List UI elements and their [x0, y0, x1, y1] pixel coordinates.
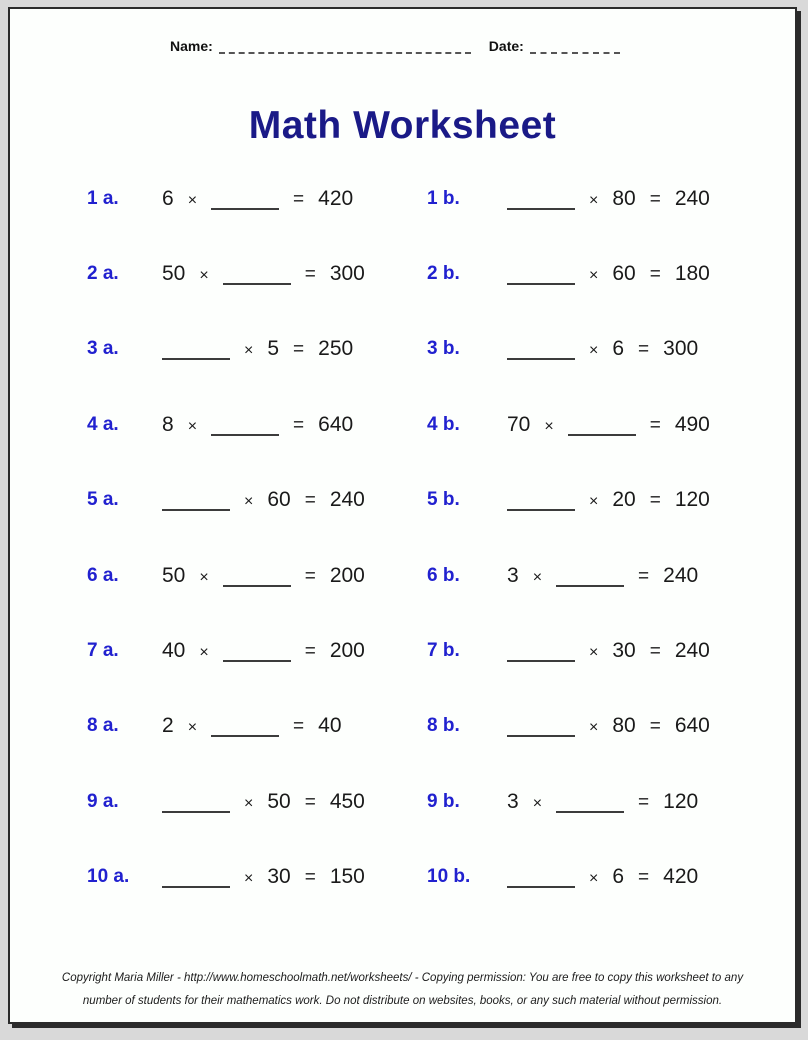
problem-7a [87, 639, 427, 663]
number: 6 [162, 186, 174, 210]
number: 8 [162, 412, 174, 436]
problem-label: 1 b. [427, 187, 460, 209]
problem-label: 6 b. [427, 564, 460, 586]
equation [162, 187, 353, 211]
equals-sign: = [649, 264, 661, 286]
problem-1b [427, 187, 795, 211]
number: 640 [318, 412, 354, 436]
answer-blank[interactable] [507, 660, 575, 662]
number: 120 [663, 789, 699, 813]
number: 80 [612, 186, 636, 210]
equation [507, 639, 710, 663]
multiply-sign: × [244, 342, 254, 360]
equation [507, 337, 698, 361]
number: 2 [162, 714, 174, 738]
problem-8a [87, 714, 427, 738]
copyright-line-2: number of students for their mathematics work. Do not distribute on websites, books, or any such material without permission. [82, 994, 723, 1007]
answer-blank[interactable] [162, 358, 230, 360]
number: 450 [329, 789, 365, 813]
problem-2b [427, 262, 795, 286]
date-line[interactable] [530, 38, 620, 54]
worksheet-page [8, 7, 797, 1024]
problem-row [10, 463, 795, 538]
number: 240 [674, 639, 710, 663]
number: 490 [674, 412, 710, 436]
problem-2a [87, 262, 427, 286]
answer-blank[interactable] [211, 735, 279, 737]
answer-blank[interactable] [211, 208, 279, 210]
answer-blank[interactable] [162, 811, 230, 813]
problem-row [10, 538, 795, 613]
problem-label: 3 a. [87, 338, 119, 360]
multiply-sign: × [589, 191, 599, 209]
number: 240 [329, 488, 365, 512]
problem-row [10, 161, 795, 236]
equals-sign: = [304, 264, 316, 286]
number: 70 [507, 412, 531, 436]
equation [507, 187, 710, 211]
equals-sign: = [638, 791, 650, 813]
problem-row [10, 236, 795, 311]
multiply-sign: × [187, 719, 198, 737]
equation [507, 413, 710, 437]
equals-sign: = [638, 339, 650, 361]
number: 50 [162, 262, 186, 286]
multiply-sign: × [532, 568, 543, 586]
equation [162, 865, 365, 889]
problem-label: 2 b. [427, 263, 460, 285]
equation [507, 564, 698, 588]
equation [162, 790, 365, 814]
multiply-sign: × [544, 417, 554, 435]
answer-blank[interactable] [507, 886, 575, 888]
problem-row [10, 387, 795, 462]
problem-9b [427, 790, 795, 814]
number: 3 [507, 789, 519, 813]
problem-label: 9 a. [87, 790, 119, 812]
answer-blank[interactable] [223, 660, 291, 662]
problem-label: 8 a. [87, 715, 119, 737]
number: 250 [318, 337, 354, 361]
problem-3b [427, 337, 795, 361]
equals-sign: = [293, 414, 305, 436]
equation [162, 262, 365, 286]
problem-row [10, 312, 795, 387]
problem-label: 6 a. [87, 564, 119, 586]
equation [162, 714, 342, 738]
answer-blank[interactable] [507, 358, 575, 360]
multiply-sign: × [244, 794, 254, 812]
number: 50 [162, 563, 186, 587]
problem-4b [427, 413, 795, 437]
multiply-sign: × [589, 342, 599, 360]
multiply-sign: × [187, 191, 198, 209]
number: 6 [612, 337, 625, 361]
multiply-sign: × [199, 568, 209, 586]
problem-9a [87, 790, 427, 814]
name-label: Name: [170, 38, 213, 54]
problem-8b [427, 714, 795, 738]
equation [162, 488, 365, 512]
equals-sign: = [649, 716, 661, 738]
equals-sign: = [649, 188, 661, 210]
number: 420 [663, 865, 699, 889]
equals-sign: = [293, 339, 305, 361]
problem-row [10, 764, 795, 839]
problem-label: 2 a. [87, 263, 119, 285]
equation [507, 488, 710, 512]
answer-blank[interactable] [223, 283, 291, 285]
number: 40 [162, 639, 186, 663]
multiply-sign: × [589, 493, 599, 511]
number: 240 [674, 186, 710, 210]
equation [162, 337, 353, 361]
number: 150 [329, 865, 365, 889]
problem-label: 5 a. [87, 489, 119, 511]
date-label: Date: [488, 38, 524, 54]
equation [507, 790, 698, 814]
answer-blank[interactable] [507, 283, 575, 285]
equals-sign: = [293, 188, 305, 210]
number: 240 [663, 563, 699, 587]
number: 120 [674, 488, 710, 512]
number: 60 [267, 488, 291, 512]
problem-label: 8 b. [427, 715, 460, 737]
multiply-sign: × [589, 644, 599, 662]
problem-1a [87, 187, 427, 211]
problem-label: 1 a. [87, 187, 119, 209]
equals-sign: = [638, 565, 650, 587]
problem-label: 4 a. [87, 413, 119, 435]
header [10, 38, 795, 54]
multiply-sign: × [589, 719, 599, 737]
problem-label: 9 b. [427, 790, 460, 812]
equals-sign: = [304, 490, 316, 512]
problem-label: 10 a. [87, 866, 130, 888]
problem-label: 3 b. [427, 338, 460, 360]
problem-label: 7 b. [427, 640, 460, 662]
number: 5 [267, 337, 280, 361]
page-title: Math Worksheet [248, 104, 557, 147]
number: 30 [267, 865, 291, 889]
problem-label: 7 a. [87, 640, 119, 662]
equation [507, 865, 698, 889]
answer-blank[interactable] [556, 811, 624, 813]
answer-blank[interactable] [507, 208, 575, 210]
equals-sign: = [304, 867, 316, 889]
multiply-sign: × [589, 267, 599, 285]
problem-6b [427, 564, 795, 588]
answer-blank[interactable] [162, 886, 230, 888]
number: 50 [267, 789, 291, 813]
problem-5b [427, 488, 795, 512]
answer-blank[interactable] [223, 585, 291, 587]
answer-blank[interactable] [507, 509, 575, 511]
equals-sign: = [649, 490, 661, 512]
copyright-line-1: Copyright Maria Miller - http://www.homeschoolmath.net/worksheets/ - Copying permission: You are free to copy this worksheet to any [61, 972, 744, 985]
problem-6a [87, 564, 427, 588]
name-line[interactable] [219, 38, 471, 54]
answer-blank[interactable] [507, 735, 575, 737]
answer-blank[interactable] [211, 434, 279, 436]
problem-4a [87, 413, 427, 437]
equation [507, 714, 710, 738]
equation [162, 413, 353, 437]
number: 80 [612, 714, 636, 738]
equals-sign: = [638, 867, 650, 889]
number: 180 [674, 262, 710, 286]
problem-10b [427, 865, 795, 889]
multiply-sign: × [589, 870, 599, 888]
number: 3 [507, 563, 519, 587]
multiply-sign: × [199, 267, 209, 285]
problem-row [10, 689, 795, 764]
answer-blank[interactable] [162, 509, 230, 511]
problem-row [10, 613, 795, 688]
multiply-sign: × [532, 794, 543, 812]
number: 420 [318, 186, 354, 210]
equals-sign: = [304, 641, 316, 663]
number: 200 [329, 639, 365, 663]
multiply-sign: × [187, 417, 198, 435]
number: 6 [612, 865, 625, 889]
number: 200 [329, 563, 365, 587]
problem-5a [87, 488, 427, 512]
equals-sign: = [293, 716, 305, 738]
equals-sign: = [649, 641, 661, 663]
problem-7b [427, 639, 795, 663]
equation [162, 564, 365, 588]
copyright-footer [10, 967, 795, 1012]
number: 20 [612, 488, 636, 512]
multiply-sign: × [199, 644, 209, 662]
problem-3a [87, 337, 427, 361]
answer-blank[interactable] [556, 585, 624, 587]
number: 30 [612, 639, 636, 663]
equals-sign: = [304, 565, 316, 587]
answer-blank[interactable] [568, 434, 636, 436]
problem-label: 5 b. [427, 489, 460, 511]
problem-label: 10 b. [427, 866, 471, 888]
equation [162, 639, 365, 663]
problems-grid [10, 161, 795, 915]
number: 40 [318, 714, 342, 738]
equals-sign: = [649, 414, 661, 436]
multiply-sign: × [244, 870, 254, 888]
number: 60 [612, 262, 636, 286]
number: 300 [663, 337, 699, 361]
equation [507, 262, 710, 286]
number: 300 [329, 262, 365, 286]
number: 640 [674, 714, 710, 738]
equals-sign: = [304, 791, 316, 813]
problem-10a [87, 865, 427, 889]
problem-label: 4 b. [427, 413, 460, 435]
problem-row [10, 840, 795, 915]
multiply-sign: × [244, 493, 254, 511]
